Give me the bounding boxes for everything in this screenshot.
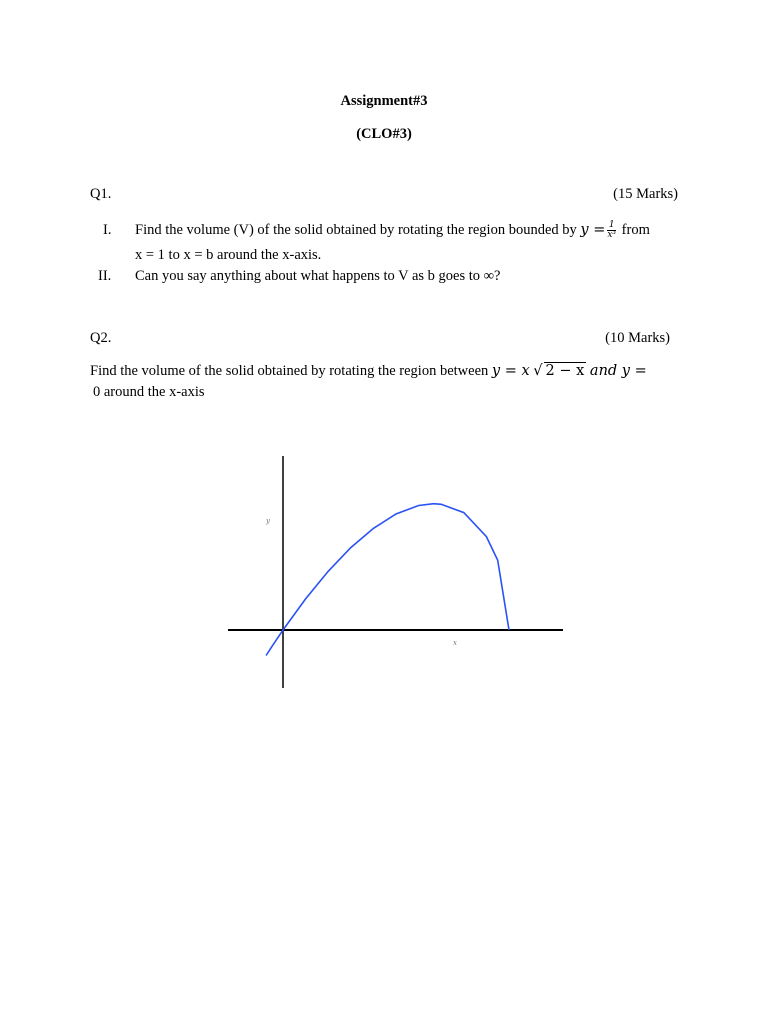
- assignment-title: Assignment#3: [340, 93, 428, 109]
- q2-eq-suffix: and y =: [589, 363, 647, 379]
- q1-part1-eq-lhs: y =: [580, 222, 606, 238]
- q1-part1-fraction: [607, 221, 616, 240]
- q1-part2-text: Can you say anything about what happens to V as b goes to ∞?: [135, 268, 501, 284]
- q1-part1-text-after: from: [621, 222, 650, 238]
- y-axis-label: y: [266, 517, 270, 525]
- q2-eq-radicand: 2 − x: [545, 363, 585, 379]
- q1-part1-line1: [135, 217, 650, 243]
- clo-subtitle: (CLO#3): [356, 126, 412, 142]
- q2-text: Find the volume of the solid obtained by rotating the region between: [90, 363, 489, 379]
- q2-line2: 0 around the x-axis: [93, 384, 205, 400]
- q2-label: Q2.: [90, 330, 112, 346]
- sqrt-symbol: √: [533, 363, 543, 379]
- q1-part2-numeral: II.: [98, 268, 112, 284]
- q1-part1-numeral: I.: [103, 222, 112, 238]
- q1-part1-text: Find the volume (V) of the solid obtained by rotating the region bounded by: [135, 222, 577, 238]
- fraction-numerator: 1: [608, 220, 615, 231]
- q2-line1: [90, 363, 647, 380]
- q2-marks: (10 Marks): [605, 330, 670, 346]
- curve-series-line: [266, 504, 509, 656]
- q1-part1-line2: x = 1 to x = b around the x-axis.: [135, 247, 322, 263]
- fraction-denominator: x³: [607, 230, 617, 241]
- q1-label: Q1.: [90, 186, 112, 202]
- x-axis-label: x: [453, 639, 457, 647]
- q2-eq-prefix: y = x: [491, 363, 530, 379]
- q1-marks: (15 Marks): [613, 186, 678, 202]
